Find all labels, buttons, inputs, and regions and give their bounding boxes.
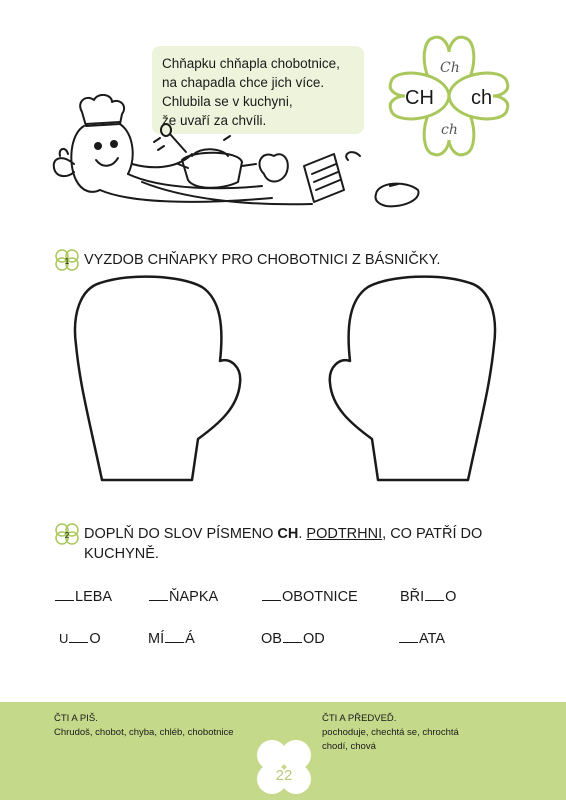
page-number: 22 [275,767,293,784]
footer-left-text: Chrudoš, chobot, chyba, chléb, chobotnice [54,727,234,738]
clover-top-label: Ch [440,60,460,76]
right-mitten [330,277,495,480]
poem-line: že uvaří za chvíli. [162,113,267,128]
footer-left-heading: ČTI A PIŠ. [54,713,98,724]
word-blank[interactable]: ŇAPKA [148,586,218,606]
clover-right-label: ch [471,87,493,109]
poem-line: Chňapku chňapla chobotnice, [162,56,340,71]
octopus-chef-illustration [42,94,430,216]
word-blank[interactable]: OB OD [261,628,325,648]
blank-line [69,628,88,643]
blank-line [165,628,184,643]
word-blank[interactable]: BŘI O [400,586,456,606]
task-2-instruction: DOPLŇ DO SLOV PÍSMENO CH. PODTRHNI, CO PATŘÍ DO KUCHYNĚ. [84,526,483,562]
poem-line: Chlubila se v kuchyni, [162,94,293,109]
clover-bottom-label: ch [441,122,458,138]
blank-line [283,628,302,643]
word-blank[interactable]: LEBA [54,586,112,606]
task-1 [52,250,504,273]
footer-right-heading: ČTI A PŘEDVEĎ. [322,713,397,724]
blank-line [149,586,168,601]
task-number-clover-icon [52,521,82,547]
task-2 [52,524,504,564]
footer-right [322,712,459,754]
blank-line [262,586,281,601]
blank-line [55,586,74,601]
task-1-instruction: VYZDOB CHŇAPKY PRO CHOBOTNICI Z BÁSNIČKY. [84,252,441,268]
blank-line [399,628,418,643]
blank-line [425,586,444,601]
word-blank[interactable]: OBOTNICE [261,586,358,606]
footer-right-line: chodí, chová [322,741,376,752]
task-number: 1 [64,257,70,266]
clover-left-label: CH [405,87,434,109]
mittens-drawing [70,275,500,485]
word-blank[interactable]: ATA [398,628,445,648]
poem-line: na chapadla chce jich více. [162,75,325,90]
word-blank[interactable]: MÍ Á [148,628,195,648]
footer-right-line: pochoduje, chechtá se, chrochtá [322,727,459,738]
task-number-clover-icon [52,247,82,273]
left-mitten [75,277,240,480]
task-number: 2 [64,531,70,540]
footer-left [54,712,234,740]
word-blank[interactable]: U O [59,628,101,648]
